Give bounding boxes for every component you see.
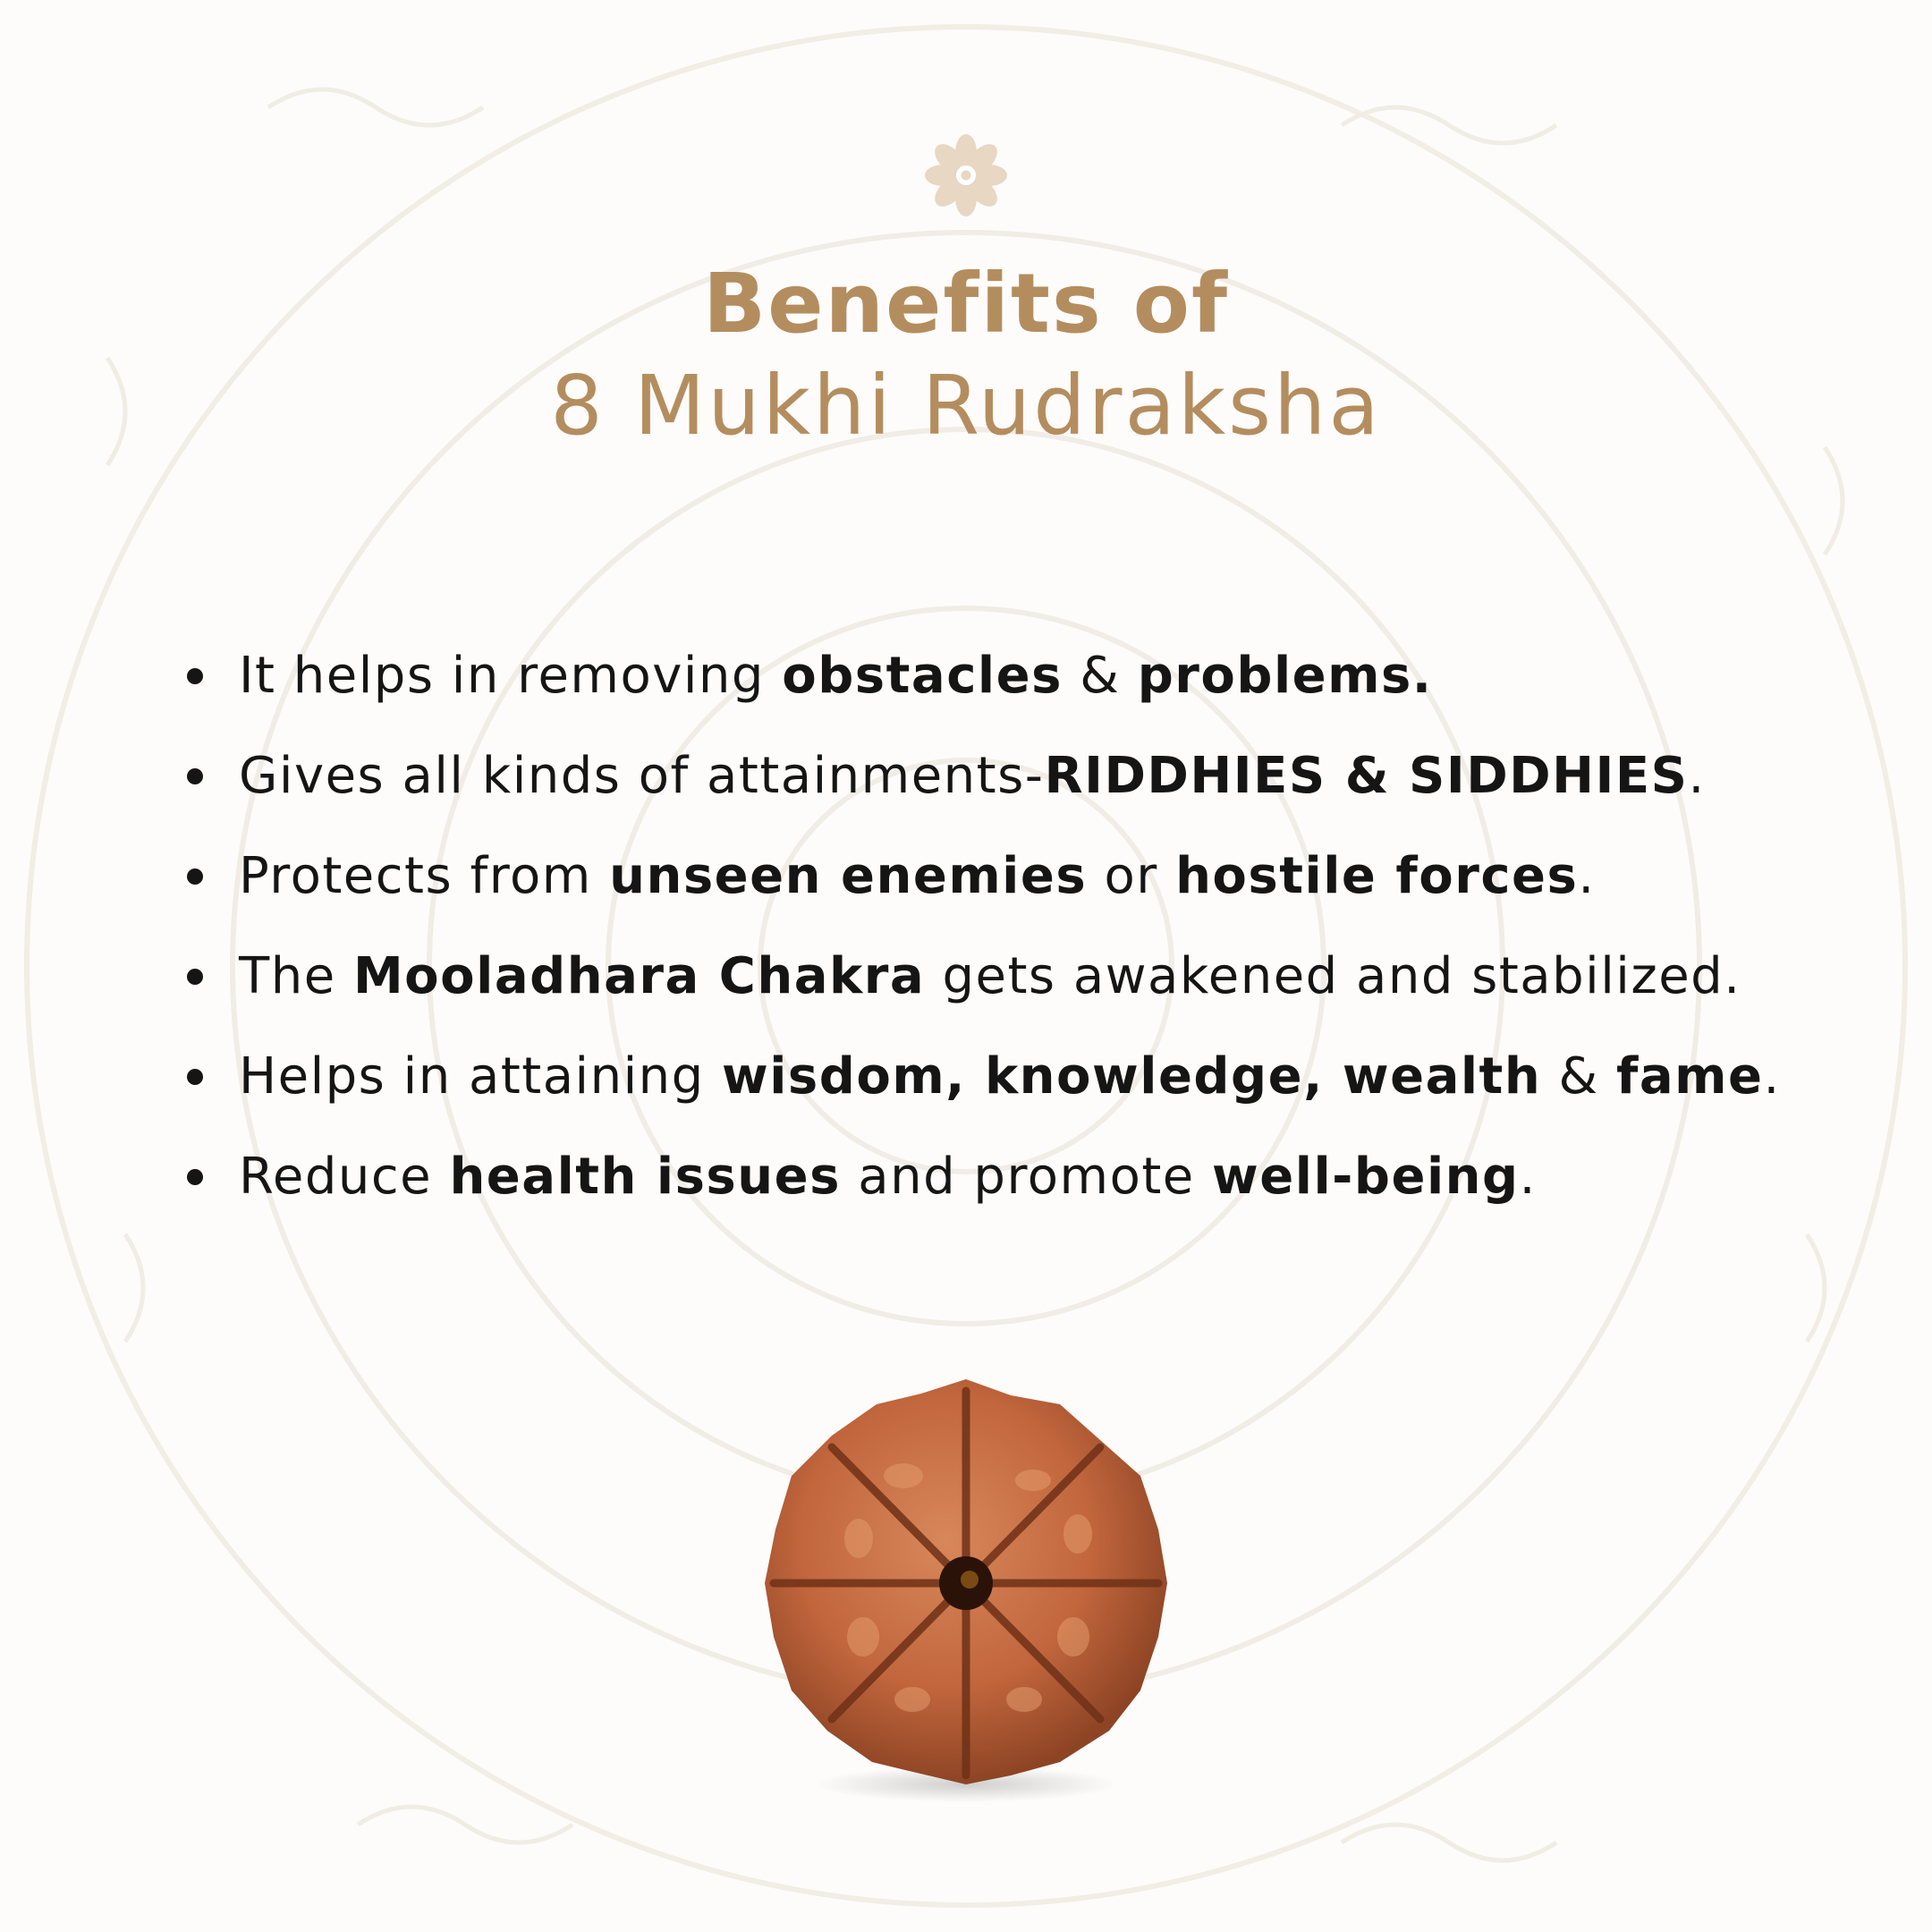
rudraksha-bead [742, 1360, 1190, 1807]
bullet-icon [187, 768, 203, 784]
benefit-text: Gives all kinds of attainments- [239, 747, 1045, 805]
bullet-icon [187, 869, 203, 885]
benefit-text-bold: health issues [449, 1148, 841, 1206]
bullet-icon [187, 1069, 203, 1085]
bullet-icon [187, 1169, 203, 1185]
benefit-text-bold: obstacles [782, 647, 1063, 705]
benefit-item [183, 626, 1781, 726]
benefit-text: Helps in attaining [239, 1047, 722, 1106]
benefit-text: or [1087, 847, 1176, 905]
benefit-text: . [1578, 847, 1596, 905]
benefit-item [183, 1127, 1781, 1227]
bullet-icon [187, 668, 203, 684]
benefit-text-bold: unseen enemies [609, 847, 1088, 905]
benefit-text-bold: fame [1615, 1047, 1764, 1106]
benefits-list [183, 626, 1781, 1227]
title-line-1: Benefits of [703, 256, 1229, 352]
benefit-text-bold: hostile forces [1175, 847, 1579, 905]
title-line-2: 8 Mukhi Rudraksha [550, 358, 1382, 453]
benefit-text: Reduce [239, 1148, 450, 1206]
benefit-item [183, 826, 1781, 927]
benefit-text-bold: Mooladhara Chakra [352, 947, 926, 1005]
benefit-item [183, 927, 1781, 1027]
benefit-item [183, 726, 1781, 826]
benefit-text: It helps in removing [239, 647, 783, 705]
benefit-text: gets awakened and stabilized. [925, 947, 1741, 1005]
benefit-text: . [1763, 1047, 1781, 1106]
benefit-text: . [1688, 747, 1706, 805]
benefit-text-bold: problems. [1137, 647, 1433, 705]
benefit-text-bold: wisdom, knowledge, wealth [722, 1047, 1542, 1106]
benefit-text: . [1519, 1148, 1537, 1206]
benefit-text-bold: RIDDHIES & SIDDHIES [1044, 747, 1689, 805]
lotus-flower-icon [925, 134, 1007, 216]
benefit-text: & [1062, 647, 1138, 705]
bullet-icon [187, 969, 203, 985]
benefit-text: Protects from [239, 847, 610, 905]
benefit-text: The [239, 947, 353, 1005]
benefit-text: and promote [840, 1148, 1213, 1206]
benefit-text: & [1541, 1047, 1616, 1106]
benefit-text-bold: well-being [1212, 1148, 1520, 1206]
benefit-item [183, 1027, 1781, 1127]
